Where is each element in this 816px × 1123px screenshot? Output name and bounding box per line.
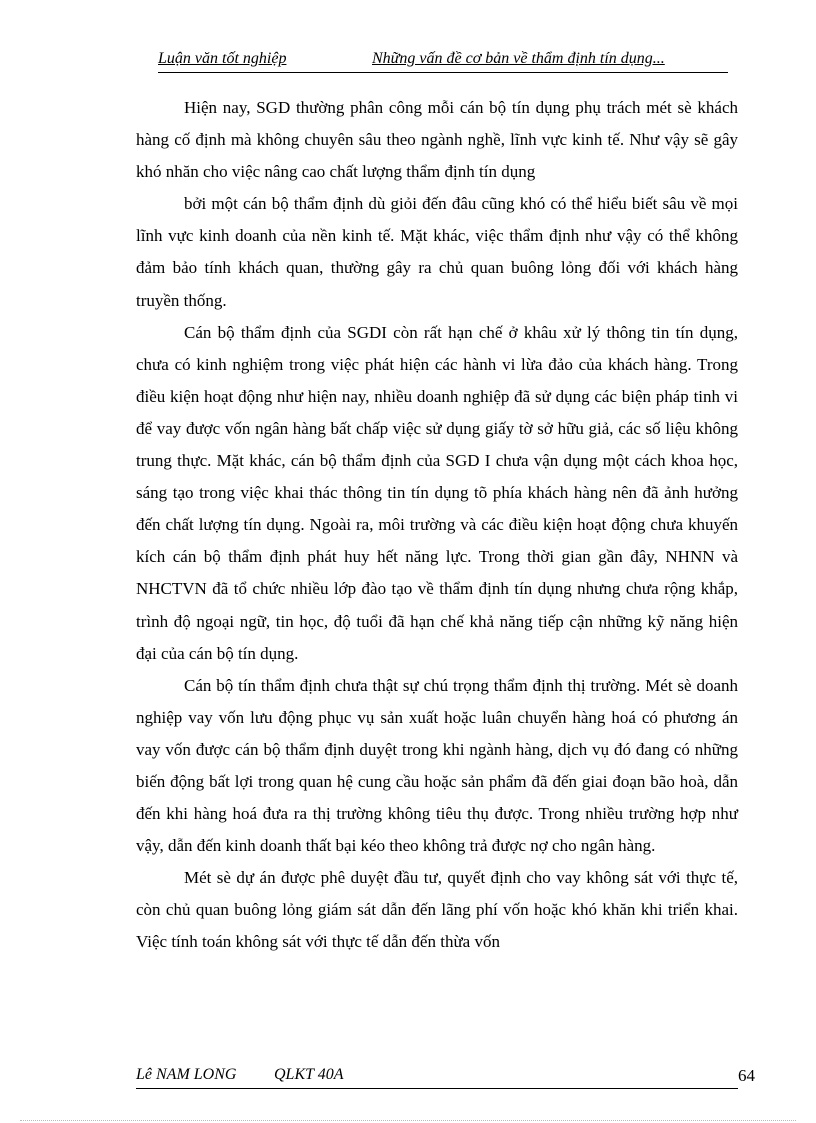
paragraph: bởi một cán bộ thẩm định dù giỏi đến đâu cũng khó có thể hiểu biết sâu về mọi lĩnh vực kinh doanh của nền kinh tế. Mặt khác, việc thẩm định như vậy có thể không đảm bảo tính khách quan, thường gây ra chủ quan buông lỏng đối với khách hàng truyền thống. <box>136 194 738 310</box>
paragraph: Cán bộ tín thẩm định chưa thật sự chú trọng thẩm định thị trường. Mét sè doanh nghiệp vay vốn lưu động phục vụ sản xuất hoặc luân chuyển hàng hoá có phương án vay vốn được cán bộ thẩm định duyệt trong khi ngành hàng, dịch vụ đó đang có những biến động bất lợi trong quan hệ cung cầu hoặc sản phẩm đã đến giai đoạn bão hoà, dẫn đến khi hàng hoá đưa ra thị trường không tiêu thụ được. Trong nhiều trường hợp như vậy, dẫn đến kinh doanh thất bại kéo theo không trả được nợ cho ngân hàng. <box>136 675 738 856</box>
page-bottom-divider <box>20 1120 796 1121</box>
page-footer <box>136 1066 738 1089</box>
document-body <box>136 92 738 959</box>
paragraph: Cán bộ thẩm định của SGDI còn rất hạn chế ở khâu xử lý thông tin tín dụng, chưa có kinh nghiệm trong việc phát hiện các hành vi lừa đảo của khách hàng. Trong điều kiện hoạt động như hiện nay, nhiều doanh nghiệp đã sử dụng các biện pháp tinh vi để vay được vốn ngân hàng bất chấp việc sử dụng giấy tờ sở hữu giả, các số liệu không trung thực. Mặt khác, cán bộ thẩm định của SGD I chưa vận dụng một cách khoa học, sáng tạo trong việc khai thác thông tin tín dụng tõ phía khách hàng nên đã ảnh hưởng đến chất lượng tín dụng. Ngoài ra, môi trường và các điều kiện hoạt động chưa khuyến kích cán bộ thẩm định phát huy hết năng lực. Trong thời gian gần đây, NHNN và NHCTVN đã tổ chức nhiều lớp đào tạo về thẩm định tín dụng nhưng chưa rộng khắp, trình độ ngoại ngữ, tin học, độ tuổi đã hạn chế khả năng tiếp cận những kỹ năng hiện đại của cán bộ tín dụng. <box>136 322 738 663</box>
page-number: 64 <box>738 1066 755 1085</box>
footer-author: Lê NAM LONG <box>136 1066 237 1083</box>
paragraph: Mét sè dự án được phê duyệt đầu tư, quyết định cho vay không sát với thực tế, còn chủ quan buông lỏng giám sát dẫn đến lãng phí vốn hoặc khó khăn khi triển khai. Việc tính toán không sát với thực tế dẫn đến thừa vốn <box>136 868 738 952</box>
footer-class: QLKT 40A <box>274 1066 344 1083</box>
header-chapter-title: Những vấn đề cơ bản về thẩm định tín dụng... <box>372 50 665 67</box>
paragraph: Hiện nay, SGD thường phân công mỗi cán bộ tín dụng phụ trách mét sè khách hàng cố định mà không chuyên sâu theo ngành nghề, lĩnh vực kinh tế. Như vậy sẽ gây khó nhăn cho việc nâng cao chất lượng thẩm định tín dụng <box>136 98 738 182</box>
page-header <box>158 50 728 73</box>
header-thesis-label: Luận văn tốt nghiệp <box>158 50 287 67</box>
